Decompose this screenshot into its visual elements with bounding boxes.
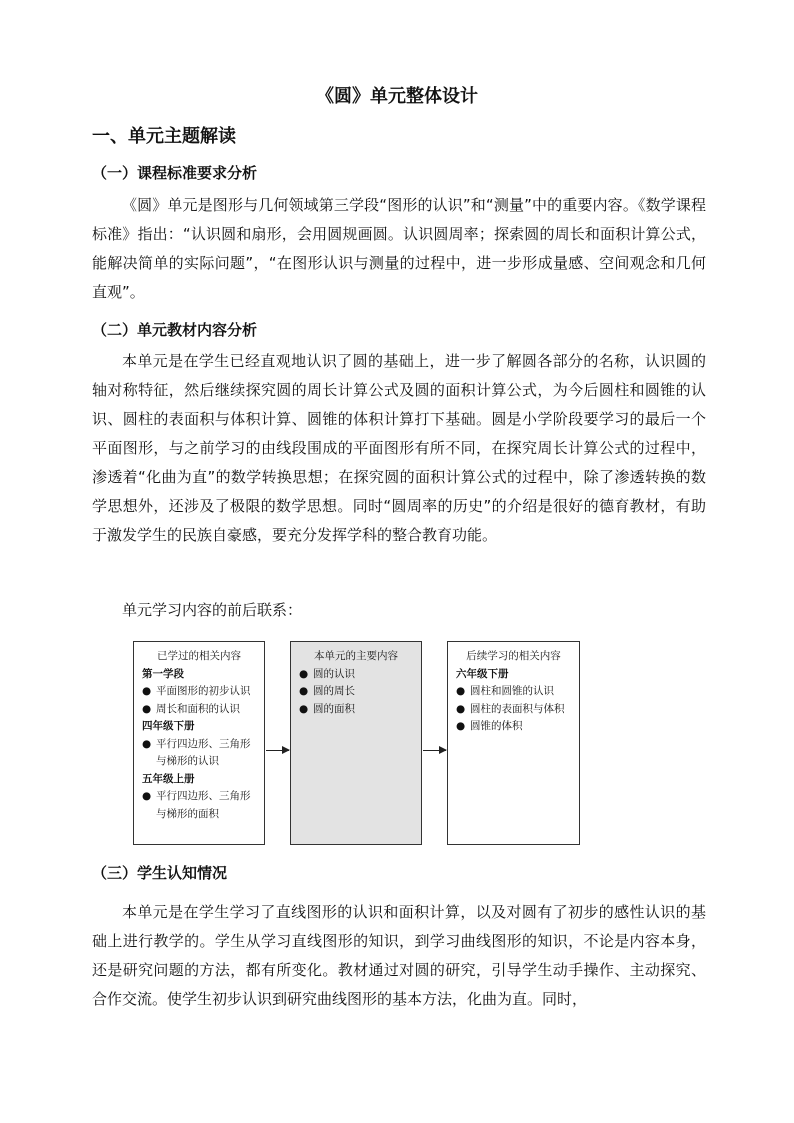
section-heading-1: 一、单元主题解读 [92,126,236,147]
list-item: ● 圆的面积 [299,701,413,719]
box-subsequent-content [447,641,580,845]
paragraph-curriculum: 《圆》单元是图形与几何领域第三学段“图形的认识”和“测量”中的重要内容。《数学课程标准》指出：“认识圆和扇形，会用圆规画圆。认识圆周率；探索圆的周长和面积计算公式，能解决简单的实际问题”，“在图形认识与测量的过程中，进一步形成量感、空间观念和几何直观”。 [92,196,706,301]
box-heading: 后续学习的相关内容 [466,650,561,662]
list-item: ● 圆的周长 [299,683,413,701]
bullet-icon: ● [299,667,309,680]
paragraph-connection-intro: 单元学习内容的前后联系： [122,601,303,619]
box-heading: 本单元的主要内容 [314,650,398,662]
list-item: ● 圆柱和圆锥的认识 [456,683,571,701]
list-item: ● 圆柱的表面积与体积 [456,701,571,719]
bullet-icon: ● [456,702,466,715]
group-label: 五年级上册 [142,772,195,785]
bullet-icon: ● [299,702,309,715]
list-item: ● 平行四边形、三角形与梯形的认识 [142,736,256,771]
list-item: ● 平面图形的初步认识 [142,683,256,701]
paragraph-content-analysis: 本单元是在学生已经直观地认识了圆的基础上，进一步了解圆各部分的名称，认识圆的轴对称特征，然后继续探究圆的周长计算公式及圆的面积计算公式，为今后圆柱和圆锥的认识、圆柱的表面积与体积计算、圆锥的体积计算打下基础。圆是小学阶段要学习的最后一个平面图形，与之前学习的由线段围成的平面图形有所不同，在探究周长计算公式的过程中，渗透着“化曲为直”的数学转换思想；在探究圆的面积计算公式的过程中，除了渗透转换的数学思想外，还涉及了极限的数学思想。同时“圆周率的历史”的介绍是很好的德育教材，有助于激发学生的民族自豪感，要充分发挥学科的整合教育功能。 [92,352,706,544]
list-item: ● 圆的认识 [299,666,413,684]
content-connection-diagram [133,637,583,847]
bullet-icon: ● [142,702,152,715]
list-item: ● 圆锥的体积 [456,718,571,736]
subsection-heading-1: （一）课程标准要求分析 [92,164,258,182]
arrow-right-icon [423,750,446,751]
box-heading: 已学过的相关内容 [157,650,241,662]
group-label: 第一学段 [142,667,184,680]
box-prior-content [133,641,265,845]
list-item: ● 平行四边形、三角形与梯形的面积 [142,788,256,823]
subsection-heading-3: （三）学生认知情况 [92,864,228,882]
subsection-heading-2: （二）单元教材内容分析 [92,321,258,339]
bullet-icon: ● [456,685,466,697]
bullet-icon: ● [142,790,152,802]
box-current-unit [290,641,422,845]
paragraph-student-cognition: 本单元是在学生学习了直线图形的认识和面积计算，以及对圆有了初步的感性认识的基础上进行教学的。学生从学习直线图形的知识，到学习曲线图形的知识，不论是内容本身，还是研究问题的方法，都有所变化。教材通过对圆的研究，引导学生动手操作、主动探究、合作交流。使学生初步认识到研究曲线图形的基本方法，化曲为直。同时， [92,903,706,1008]
bullet-icon: ● [299,685,309,697]
page-title: 《圆》单元整体设计 [316,86,478,107]
group-label: 四年级下册 [142,720,195,732]
arrow-right-icon [266,750,289,751]
group-label: 六年级下册 [456,667,509,680]
bullet-icon: ● [142,737,152,750]
bullet-icon: ● [142,685,152,697]
list-item: ● 周长和面积的认识 [142,701,256,719]
bullet-icon: ● [456,720,466,732]
